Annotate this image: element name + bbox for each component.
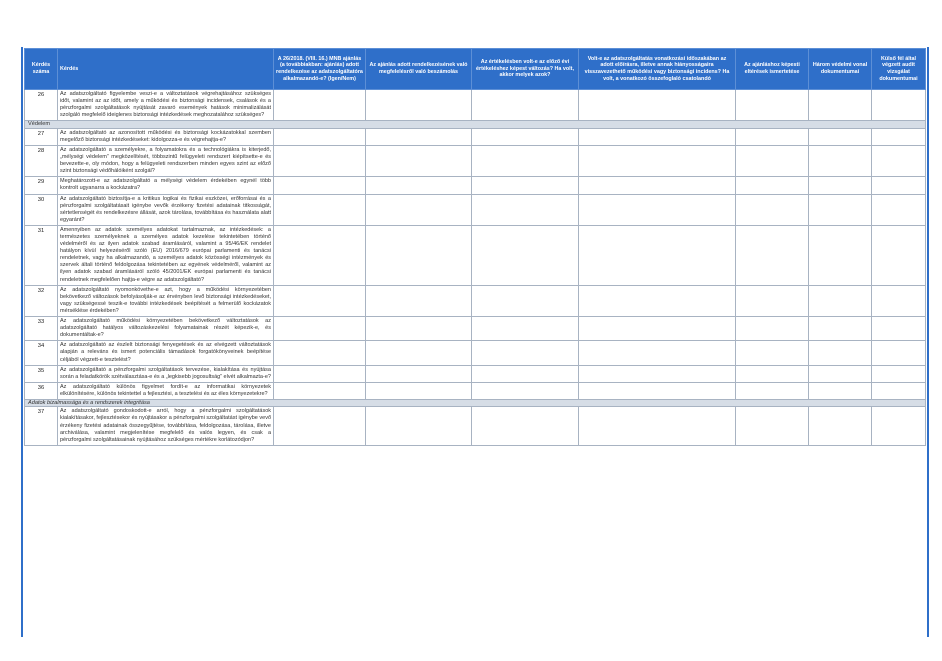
applicability-cell[interactable] xyxy=(274,225,366,285)
table-row xyxy=(25,90,926,121)
defence-lines-cell[interactable] xyxy=(809,225,872,285)
questionnaire-table xyxy=(24,48,926,446)
section-row xyxy=(25,121,926,128)
incidents-cell[interactable] xyxy=(579,145,736,176)
question-text: Meghatározott-e az adatszolgáltató a mélységi védelem érdekében egynél több kontrolt ugyanarra a kockázatra? xyxy=(58,177,274,194)
changes-cell[interactable] xyxy=(472,194,579,225)
deviations-cell[interactable] xyxy=(736,365,809,382)
external-audit-cell[interactable] xyxy=(872,177,926,194)
question-text: Az adatszolgáltató az azonosított működési és biztonsági kockázatokkal szemben megelőző biztonsági intézkedéseket: kidolgozza-e és végrehajtja-e? xyxy=(58,128,274,145)
table-row xyxy=(25,177,926,194)
changes-cell[interactable] xyxy=(472,365,579,382)
incidents-cell[interactable] xyxy=(579,407,736,445)
question-number: 26 xyxy=(25,90,58,121)
external-audit-cell[interactable] xyxy=(872,407,926,445)
table-row xyxy=(25,341,926,365)
compliance-report-cell[interactable] xyxy=(366,90,472,121)
deviations-cell[interactable] xyxy=(736,145,809,176)
defence-lines-cell[interactable] xyxy=(809,341,872,365)
question-text: Az adatszolgáltató a pénzforgalmi szolgáltatások tervezése, kialakítása és nyújtása során a feladatkörök szétválasztása-e és a „legkisebb jogosultság” elvét alkalmazta-e? xyxy=(58,365,274,382)
section-title: Védelem xyxy=(25,121,926,128)
header-deviations: Az ajánláshoz képesti eltérések ismertetése xyxy=(736,49,809,90)
external-audit-cell[interactable] xyxy=(872,225,926,285)
section-row xyxy=(25,399,926,406)
table-row xyxy=(25,407,926,445)
defence-lines-cell[interactable] xyxy=(809,194,872,225)
applicability-cell[interactable] xyxy=(274,128,366,145)
incidents-cell[interactable] xyxy=(579,285,736,316)
right-border-line xyxy=(927,47,929,637)
table-row xyxy=(25,128,926,145)
changes-cell[interactable] xyxy=(472,128,579,145)
header-question: Kérdés xyxy=(58,49,274,90)
table-row xyxy=(25,285,926,316)
external-audit-cell[interactable] xyxy=(872,382,926,399)
compliance-report-cell[interactable] xyxy=(366,128,472,145)
incidents-cell[interactable] xyxy=(579,90,736,121)
question-text: Az adatszolgáltató nyomonkövethe-e azt, hogy a működési környezetében bekövetkező változások befolyásolják-e az érvényben levő biztonsági intézkedéseket, vagy szükségessé teszik-e további intézkedések beépítését a felmerülő kockázatok mérséklése érdekében? xyxy=(58,285,274,316)
defence-lines-cell[interactable] xyxy=(809,382,872,399)
header-question-number: Kérdés száma xyxy=(25,49,58,90)
header-applicability: A 26/2018. (VIII. 16.) MNB ajánlás (a továbbiakban: ajánlás) adott rendelkezése az adatszolgáltatóra alkalmazandó-e? (Igen/Nem) xyxy=(274,49,366,90)
external-audit-cell[interactable] xyxy=(872,317,926,341)
changes-cell[interactable] xyxy=(472,225,579,285)
question-text: Az adatszolgáltató az észlelt biztonsági fenyegetések és az elvégzett változtatások alapján a releváns és ismert potenciális támadások forgatókönyveinek beépítése céljából végzett-e tesztelést? xyxy=(58,341,274,365)
question-text: Az adatszolgáltató biztosítja-e a kritikus logikai és fizikai eszközei, erőforrásai és a pénzforgalmi szolgáltatásait igénybe vevők érzékeny fizetési adatainak titkosságát, sértetlenségét és rendelkezésre állását, azok tárolása, továbbítása és használata alatt egyaránt? xyxy=(58,194,274,225)
incidents-cell[interactable] xyxy=(579,317,736,341)
question-text: Az adatszolgáltató különös figyelmet fordít-e az informatikai környezetek elkülönítésére, különös tekintettel a fejlesztési, a tesztelési és az éles környezetekre? xyxy=(58,382,274,399)
external-audit-cell[interactable] xyxy=(872,341,926,365)
defence-lines-cell[interactable] xyxy=(809,407,872,445)
table-body xyxy=(25,90,926,446)
defence-lines-cell[interactable] xyxy=(809,317,872,341)
applicability-cell[interactable] xyxy=(274,194,366,225)
changes-cell[interactable] xyxy=(472,317,579,341)
deviations-cell[interactable] xyxy=(736,341,809,365)
external-audit-cell[interactable] xyxy=(872,90,926,121)
compliance-report-cell[interactable] xyxy=(366,285,472,316)
table-row xyxy=(25,145,926,176)
changes-cell[interactable] xyxy=(472,407,579,445)
question-number: 28 xyxy=(25,145,58,176)
table-row xyxy=(25,225,926,285)
question-number: 31 xyxy=(25,225,58,285)
compliance-report-cell[interactable] xyxy=(366,317,472,341)
applicability-cell[interactable] xyxy=(274,285,366,316)
question-number: 35 xyxy=(25,365,58,382)
compliance-report-cell[interactable] xyxy=(366,365,472,382)
question-text: Amennyiben az adatok személyes adatokat tartalmaznak, az intézkedések: a természetes személyeknek a személyes adatok kezelése tekintetében történő védelméről és az ilyen adatok szabad áramlásáról, valamint a 95/46/EK rendelet hatályon kívül helyezéséről szóló (EU) 2016/679 európai parlamenti és tanácsi rendeletnek, vagy ha alkalmazandó, a személyes adatok közösségi intézmények és szervek általi történő feldolgozása tekintetében az egyének védelméről, valamint az ilyen adatok szabad áramlásáról szóló 45/2001/EK európai parlamenti és tanácsi rendeletnek megfelelően hajtja-e végre az adatszolgáltató? xyxy=(58,225,274,285)
applicability-cell[interactable] xyxy=(274,145,366,176)
question-number: 34 xyxy=(25,341,58,365)
compliance-report-cell[interactable] xyxy=(366,177,472,194)
compliance-report-cell[interactable] xyxy=(366,341,472,365)
question-number: 27 xyxy=(25,128,58,145)
changes-cell[interactable] xyxy=(472,341,579,365)
deviations-cell[interactable] xyxy=(736,194,809,225)
incidents-cell[interactable] xyxy=(579,128,736,145)
deviations-cell[interactable] xyxy=(736,317,809,341)
applicability-cell[interactable] xyxy=(274,407,366,445)
question-text: Az adatszolgáltató figyelembe veszi-e a változtatások végrehajtásához szükséges időt, valamint az az időt, amely a működési és biztonsági incidensek, csalások és a pénzforgalmi szolgáltatások nyújtását zavaró események hatások minimalizálását szolgáló megfelelő ideiglenes biztonsági intézkedések meghozatalához szükséges? xyxy=(58,90,274,121)
deviations-cell[interactable] xyxy=(736,225,809,285)
incidents-cell[interactable] xyxy=(579,177,736,194)
deviations-cell[interactable] xyxy=(736,407,809,445)
question-number: 37 xyxy=(25,407,58,445)
header-incidents: Volt-e az adatszolgáltatás vonatkozási időszakában az adott előírásra, illetve annak hiányosságaira visszavezethető működési vagy biztonsági incidens? Ha volt, a vonatkozó összefoglaló csatolandó xyxy=(579,49,736,90)
section-title: Adatok bizalmassága és a rendszerek integritása xyxy=(25,399,926,406)
external-audit-cell[interactable] xyxy=(872,128,926,145)
deviations-cell[interactable] xyxy=(736,90,809,121)
question-number: 30 xyxy=(25,194,58,225)
question-text: Az adatszolgáltató a személyekre, a folyamatokra és a technológiákra is kiterjedő, „mélységi védelem” megközelítését, többszintű felügyeleti rendszert kiépítsette-e és bevezette-e, oly módon, hogy a felügyeleti rendszerben minden egyes szint az előző szint biztonsági védőhálóiként szolgál? xyxy=(58,145,274,176)
question-number: 36 xyxy=(25,382,58,399)
incidents-cell[interactable] xyxy=(579,194,736,225)
table-row xyxy=(25,194,926,225)
compliance-report-cell[interactable] xyxy=(366,225,472,285)
applicability-cell[interactable] xyxy=(274,341,366,365)
compliance-report-cell[interactable] xyxy=(366,382,472,399)
left-border-line xyxy=(21,47,23,637)
defence-lines-cell[interactable] xyxy=(809,145,872,176)
deviations-cell[interactable] xyxy=(736,128,809,145)
external-audit-cell[interactable] xyxy=(872,285,926,316)
external-audit-cell[interactable] xyxy=(872,365,926,382)
applicability-cell[interactable] xyxy=(274,382,366,399)
defence-lines-cell[interactable] xyxy=(809,128,872,145)
changes-cell[interactable] xyxy=(472,90,579,121)
changes-cell[interactable] xyxy=(472,382,579,399)
external-audit-cell[interactable] xyxy=(872,194,926,225)
external-audit-cell[interactable] xyxy=(872,145,926,176)
question-number: 32 xyxy=(25,285,58,316)
deviations-cell[interactable] xyxy=(736,177,809,194)
incidents-cell[interactable] xyxy=(579,225,736,285)
incidents-cell[interactable] xyxy=(579,341,736,365)
defence-lines-cell[interactable] xyxy=(809,90,872,121)
applicability-cell[interactable] xyxy=(274,90,366,121)
applicability-cell[interactable] xyxy=(274,177,366,194)
header-row xyxy=(25,49,926,90)
compliance-report-cell[interactable] xyxy=(366,407,472,445)
incidents-cell[interactable] xyxy=(579,382,736,399)
defence-lines-cell[interactable] xyxy=(809,285,872,316)
question-text: Az adatszolgáltató gondoskodott-e arról, hogy a pénzforgalmi szolgáltatások kialakításakor, fejlesztésekor és nyújtásakor a pénzforgalmi szolgáltatást igénybe vevő érzékeny fizetési adatainak összegyűjtése, továbbítása, feldolgozása, tárolása, illetve archiválása, valamint megjelenítése megfelelő és valós legyen, és csak a pénzforgalmi szolgáltatásainak nyújtásához szükséges mértékre korlátozódjon? xyxy=(58,407,274,445)
table-row xyxy=(25,365,926,382)
applicability-cell[interactable] xyxy=(274,317,366,341)
header-compliance-report: Az ajánlás adott rendelkezésének való megfelelésről való beszámolás xyxy=(366,49,472,90)
question-number: 33 xyxy=(25,317,58,341)
deviations-cell[interactable] xyxy=(736,382,809,399)
header-defence-lines: Három védelmi vonal dokumentumai xyxy=(809,49,872,90)
defence-lines-cell[interactable] xyxy=(809,365,872,382)
changes-cell[interactable] xyxy=(472,177,579,194)
header-changes: Az értékelésben volt-e az előző évi értékeléshez képest változás? Ha volt, akkor melyek azok? xyxy=(472,49,579,90)
changes-cell[interactable] xyxy=(472,285,579,316)
deviations-cell[interactable] xyxy=(736,285,809,316)
compliance-report-cell[interactable] xyxy=(366,194,472,225)
compliance-report-cell[interactable] xyxy=(366,145,472,176)
question-text: Az adatszolgáltató működési környezetében bekövetkező változtatások az adatszolgáltató hatályos változáskezelési folyamatainak részét képezik-e, és dokumentáltak-e? xyxy=(58,317,274,341)
table-row xyxy=(25,382,926,399)
changes-cell[interactable] xyxy=(472,145,579,176)
question-number: 29 xyxy=(25,177,58,194)
defence-lines-cell[interactable] xyxy=(809,177,872,194)
incidents-cell[interactable] xyxy=(579,365,736,382)
applicability-cell[interactable] xyxy=(274,365,366,382)
table-row xyxy=(25,317,926,341)
header-external-audit: Külső fél által végzett audit vizsgálat dokumentumai xyxy=(872,49,926,90)
